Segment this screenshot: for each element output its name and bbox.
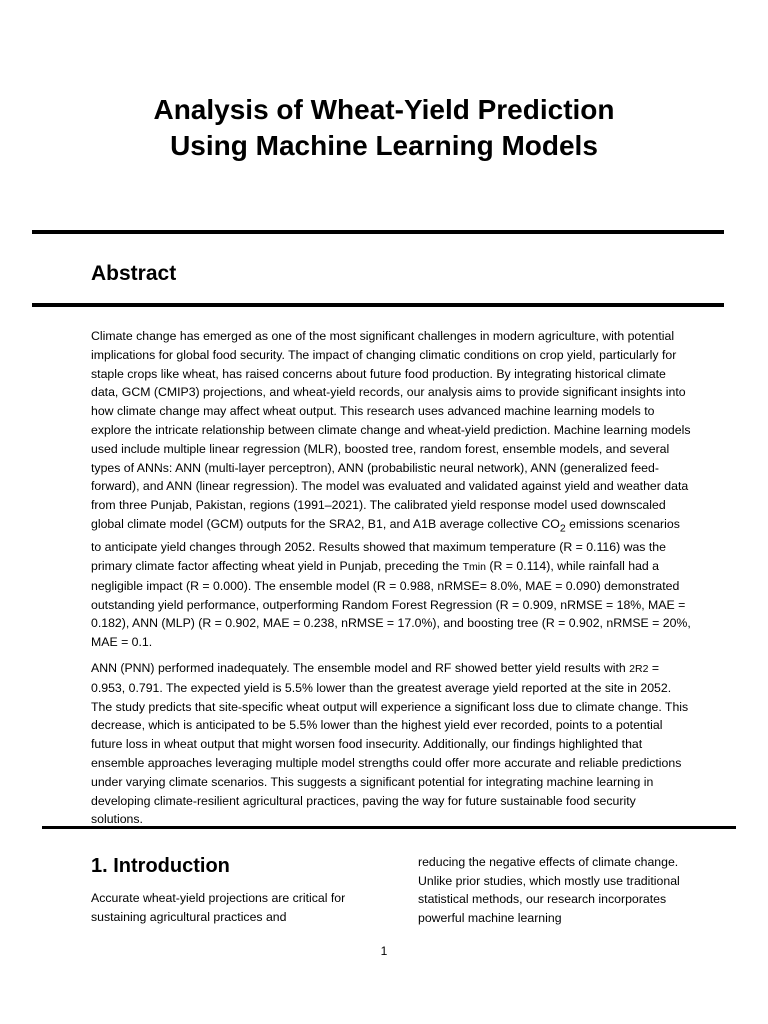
title-line-1: Analysis of Wheat-Yield Prediction [153, 94, 615, 125]
top-divider [32, 230, 724, 234]
page-number: 1 [380, 944, 388, 958]
intro-left-column: Accurate wheat-yield projections are critical for sustaining agricultural practices and [91, 891, 346, 924]
abstract-heading: Abstract [91, 262, 177, 285]
intro-right-column: reducing the negative effects of climate change. Unlike prior studies, which mostly use traditional statistical methods, our research incorporates powerful machine learning [418, 855, 680, 925]
abstract-text: ANN (PNN) performed inadequately. The ensemble model and RF showed better yield results with [91, 661, 630, 675]
r2-label: 2R2 [629, 663, 649, 675]
abstract-text: (R = 0.114), while rainfall had a negligible impact (R = 0.000). The ensemble model (R = 0.988, nRMSE= 8.0%, MAE = 0.090) demonstrated outstanding yield performance, outperforming Random Forest Regression (R = 0.909, nRMSE = 18%, MAE = 0.182), ANN (MLP) (R = 0.902, MAE = 0.238, nRMSE = 17.0%), and boosting tree (R = 0.902, nRMSE = 20%, MAE = 0.1. [91, 559, 691, 650]
abstract-text: emissions scenarios to anticipate yield changes through 2052. Results showed that maximum temperature (R = 0.116) was the primary climate factor affecting wheat yield in Punjab, preceding the [91, 516, 680, 574]
title-line-2: Using Machine Learning Models [170, 130, 598, 161]
section-divider [42, 826, 736, 829]
abstract-paragraph-2 [91, 659, 691, 829]
abstract-body [91, 327, 691, 836]
introduction-heading: 1. Introduction [91, 855, 230, 877]
abstract-paragraph-1 [91, 327, 691, 652]
abstract-divider [32, 303, 724, 307]
tmin-label: Tmin [462, 561, 486, 574]
abstract-text: = 0.953, 0.791. The expected yield is 5.5% lower than the greatest average yield reported at the site in 2052. The study predicts that site-specific wheat output will experience a significant loss due to climate change. This decrease, which is anticipated to be 5.5% lower than the highest yield ever recorded, points to a potential future loss in wheat output that might worsen food insecurity. Additionally, our findings highlighted that ensemble approaches leveraging multiple model strengths could offer more accurate and reliable predictions under varying climate scenarios. This suggests a significant potential for integrating machine learning in developing climate-resilient agricultural practices, paving the way for future sustainable food security solutions. [91, 661, 689, 827]
paper-title [60, 92, 708, 164]
subscript: 2 [559, 522, 566, 535]
abstract-text: Climate change has emerged as one of the most significant challenges in modern agriculture, with potential implications for global food security. The impact of changing climatic conditions on crop yield, particularly for staple crops like wheat, has raised concerns about future food production. By integrating historical climate data, GCM (CMIP3) projections, and wheat-yield records, our analysis aims to provide significant insights into how climate change may affect wheat output. This research uses advanced machine learning models to explore the intricate relationship between climate change and wheat-yield prediction. Machine learning models used include multiple linear regression (MLR), boosted tree, random forest, ensemble models, and several types of ANNs: ANN (multi-layer perceptron), ANN (probabilistic neural network), ANN (generalized feed-forward), and ANN (linear regression). The model was evaluated and validated against yield and weather data from three Punjab, Pakistan, regions (1991–2021). The calibrated yield response model used downscaled global climate model (GCM) outputs for the SRA2, B1, and A1B average collective CO [91, 329, 691, 531]
